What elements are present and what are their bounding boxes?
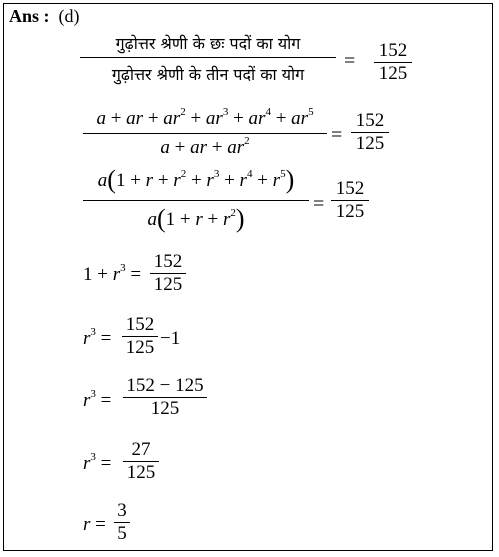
step3-denominator: $a(1 + r + r^2)$: [147, 204, 245, 234]
step5-lhs: $r^3$ =: [83, 326, 112, 349]
step1-rhs-den: 125: [378, 63, 408, 85]
step1-fraction: [80, 32, 336, 85]
answer-heading: [9, 6, 80, 27]
step3-fraction: [83, 165, 309, 234]
step3-numerator: $a(1 + r + r^2 + r^3 + r^4 + r^5)$: [97, 165, 295, 194]
step2-rhs: 152 125: [351, 110, 389, 155]
step2-fraction: [83, 108, 327, 159]
step5-minus-one: −1: [160, 328, 181, 349]
step3-equals: =: [313, 193, 325, 215]
step5-rhs: 152 125: [122, 314, 158, 359]
step8-lhs: r =: [83, 514, 106, 535]
step1-numerator: गुढ़ोत्तर श्रेणी के छः पदों का योग: [115, 34, 301, 53]
step2-equals: =: [331, 124, 343, 146]
step1-equals: =: [344, 50, 356, 72]
step7-rhs: 27 125: [123, 439, 159, 484]
step4-rhs: 152 125: [150, 251, 186, 296]
step6-rhs: 152 − 125 125: [123, 375, 207, 420]
step1-denominator: गुढ़ोत्तर श्रेणी के तीन पदों का योग: [111, 65, 305, 85]
step1-rhs-num: 152: [378, 40, 408, 61]
step8-rhs: 3 5: [114, 500, 130, 545]
step6-lhs: $r^3$ =: [83, 388, 112, 411]
step4-lhs: $1 + r^3$ =: [83, 262, 142, 285]
step3-rhs: 152 125: [331, 178, 369, 223]
answer-label: Ans :: [9, 6, 50, 26]
answer-option: (d): [58, 6, 80, 26]
step1-rhs: [374, 40, 412, 85]
step2-numerator: a + ar + $ar^2 + ar^3 + ar^4 + ar^5$: [96, 106, 314, 129]
step7-lhs: $r^3$ =: [83, 451, 112, 474]
step2-denominator: a + ar + $ar^2$: [160, 135, 250, 159]
